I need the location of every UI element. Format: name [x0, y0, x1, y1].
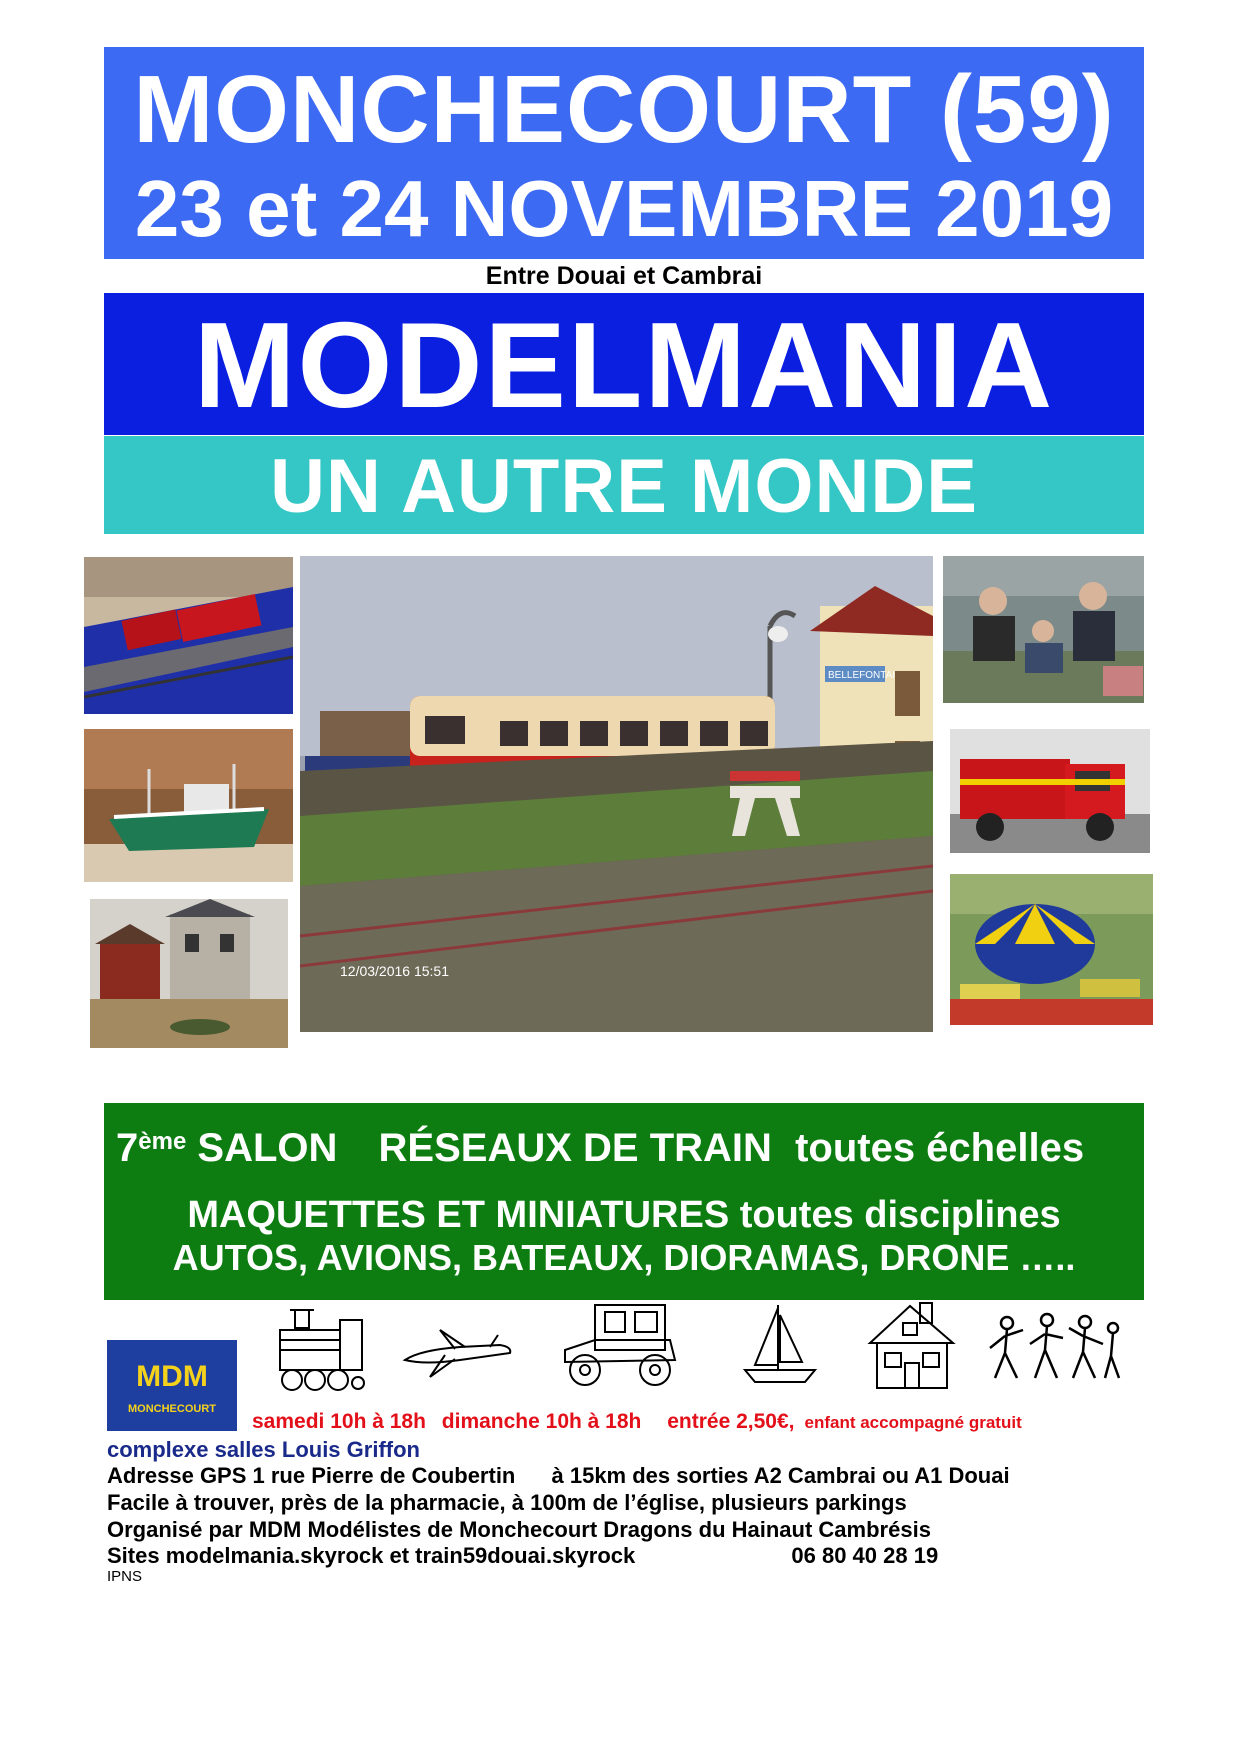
photo-circus-tent — [950, 874, 1153, 1025]
logo-title: MDM — [136, 1360, 208, 1393]
entry-price: entrée 2,50€, — [667, 1410, 795, 1433]
vintage-car-icon — [565, 1305, 675, 1385]
photo-main-railcar — [300, 556, 933, 1032]
salon-banner — [104, 1103, 1144, 1300]
photo-diorama — [90, 899, 288, 1048]
photo-timestamp: 12/03/2016 15:51 — [340, 963, 449, 979]
train-label: RÉSEAUX DE TRAIN — [378, 1126, 772, 1170]
soldiers-icon — [985, 1308, 1125, 1388]
salon-ordinal: 7 — [116, 1126, 139, 1170]
photo-visitors — [943, 556, 1144, 703]
address-line — [107, 1463, 1010, 1489]
event-banner — [104, 293, 1144, 435]
disciplines-line: AUTOS, AVIONS, BATEAUX, DIORAMAS, DRONE ….. — [172, 1237, 1076, 1278]
motorway-exits: à 15km des sorties A2 Cambrai ou A1 Douai — [551, 1463, 1010, 1488]
salon-ordinal-suffix: ème — [138, 1128, 187, 1155]
child-free: enfant accompagné gratuit — [804, 1413, 1022, 1432]
house-icon — [865, 1298, 960, 1393]
photo-boat-model — [84, 729, 293, 882]
sites-line — [107, 1543, 938, 1569]
venue-name: complexe salles Louis Griffon — [107, 1437, 420, 1462]
organizer-line: Organisé par MDM Modélistes de Monchecourt Dragons du Hainaut Cambrésis — [107, 1517, 931, 1542]
tagline-banner — [104, 436, 1144, 534]
phone-number: 06 80 40 28 19 — [791, 1543, 939, 1568]
airplane-icon — [400, 1325, 515, 1380]
ipns-note: IPNS — [107, 1568, 143, 1585]
dates-title: 23 et 24 NOVEMBRE 2019 — [134, 164, 1114, 253]
event-title: MODELMANIA — [193, 297, 1055, 433]
train-scale: toutes échelles — [795, 1126, 1085, 1170]
saturday-hours: samedi 10h à 18h — [252, 1410, 426, 1433]
websites: Sites modelmania.skyrock et train59douai.skyrock — [107, 1543, 636, 1568]
sunday-hours: dimanche 10h à 18h — [441, 1410, 642, 1433]
locomotive-icon — [270, 1305, 370, 1400]
directions-line: Facile à trouver, près de la pharmacie, à 100m de l’église, plusieurs parkings — [107, 1490, 907, 1515]
logo-subtitle: MONCHECOURT — [128, 1403, 216, 1415]
gps-address: Adresse GPS 1 rue Pierre de Coubertin — [107, 1463, 516, 1488]
sailboat-icon — [740, 1300, 820, 1390]
photo-train-layout — [84, 557, 293, 714]
salon-line — [116, 1125, 1146, 1171]
mdm-logo — [107, 1340, 237, 1431]
event-tagline: UN AUTRE MONDE — [270, 444, 978, 529]
hours-line — [252, 1410, 1022, 1435]
location-subtitle: Entre Douai et Cambrai — [485, 262, 763, 290]
station-sign: BELLEFONTAI — [828, 670, 896, 681]
maquettes-line: MAQUETTES ET MINIATURES toutes disciplines — [187, 1194, 1061, 1236]
town-title: MONCHECOURT (59) — [133, 56, 1115, 163]
photo-fire-truck — [950, 729, 1150, 853]
header-banner — [104, 47, 1144, 259]
salon-label: SALON — [197, 1126, 338, 1170]
